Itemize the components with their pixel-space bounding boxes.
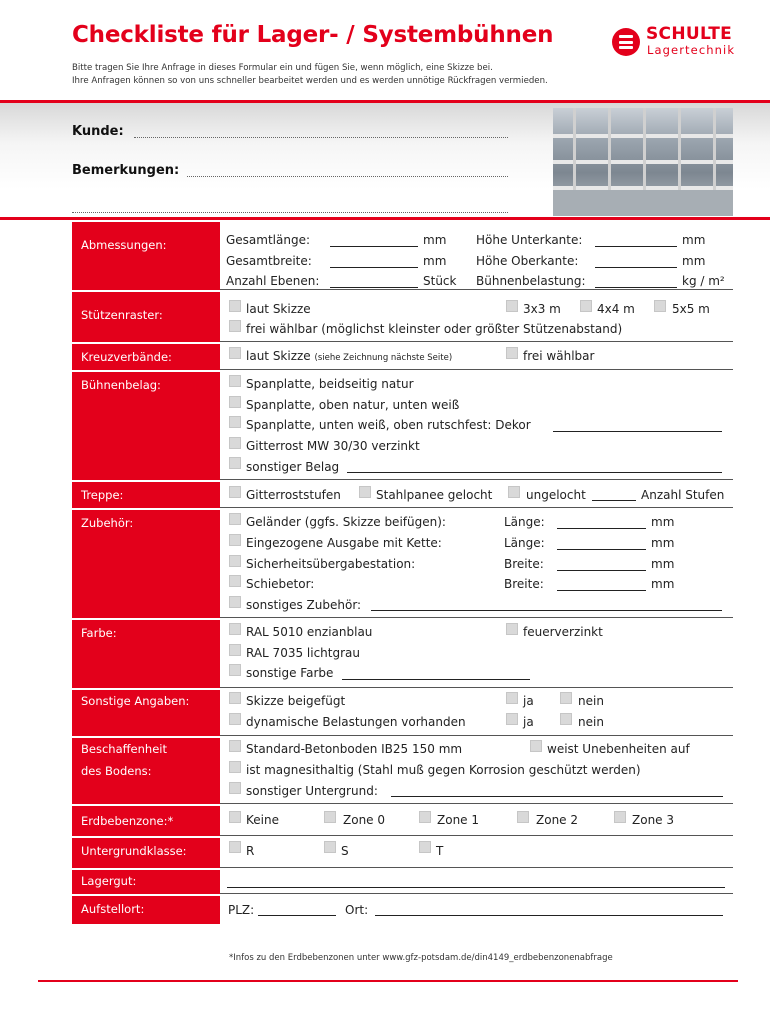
- checkbox[interactable]: [229, 664, 241, 676]
- checkbox[interactable]: [560, 713, 572, 725]
- plz-input[interactable]: [258, 915, 336, 916]
- unit-kgm2: kg / m²: [682, 274, 725, 288]
- checkbox[interactable]: [324, 841, 336, 853]
- checkbox[interactable]: [506, 623, 518, 635]
- zubehoer-label: Zubehör:: [72, 510, 220, 618]
- ort-input[interactable]: [375, 915, 723, 916]
- option-label: sonstige Farbe: [246, 666, 334, 680]
- option-label: ungelocht: [526, 488, 586, 502]
- option-label: Spanplatte, unten weiß, oben rutschfest: Dekor: [246, 418, 531, 432]
- stufen-input[interactable]: [592, 500, 636, 501]
- checkbox[interactable]: [229, 761, 241, 773]
- option-label: 5x5 m: [672, 302, 710, 316]
- option-label: RAL 7035 lichtgrau: [246, 646, 360, 660]
- gesamtbreite-input[interactable]: [330, 267, 418, 268]
- intro-text: Bitte tragen Sie Ihre Anfrage in dieses Formular ein und fügen Sie, wenn möglich, eine Skizze bei. Ihre Anfragen können so von uns schneller bearbeitet werden und es werden unnötige Rückfragen vermieden.: [72, 63, 548, 86]
- kunde-field[interactable]: [134, 137, 508, 138]
- checkbox[interactable]: [229, 347, 241, 359]
- sonstiger-belag-input[interactable]: [347, 472, 722, 473]
- option-label: Spanplatte, oben natur, unten weiß: [246, 398, 460, 412]
- checkbox[interactable]: [530, 740, 542, 752]
- gesamtbreite-label: Gesamtbreite:: [226, 254, 312, 268]
- plz-label: PLZ:: [228, 903, 255, 917]
- checkbox[interactable]: [229, 692, 241, 704]
- boden-label: Beschaffenheit des Bodens:: [72, 738, 220, 804]
- checkbox[interactable]: [229, 841, 241, 853]
- option-label: ja: [523, 694, 534, 708]
- checkbox[interactable]: [508, 486, 520, 498]
- laenge-label: Länge:: [504, 536, 545, 550]
- option-label: S: [341, 844, 349, 858]
- checkbox[interactable]: [506, 347, 518, 359]
- checkbox[interactable]: [229, 713, 241, 725]
- option-label: 4x4 m: [597, 302, 635, 316]
- schiebetor-breite-input[interactable]: [557, 590, 646, 591]
- unit-mm: mm: [651, 557, 675, 571]
- belag-label: Bühnenbelag:: [72, 372, 220, 480]
- footnote: *Infos zu den Erdbebenzonen unter www.gfz-potsdam.de/din4149_erdbebenzonenabfrage: [229, 953, 613, 963]
- sonstige-label: Sonstige Angaben:: [72, 690, 220, 736]
- hoehe-unten-label: Höhe Unterkante:: [476, 233, 583, 247]
- option-label: T: [436, 844, 444, 858]
- gelaender-laenge-input[interactable]: [557, 528, 646, 529]
- abmessungen-label: Abmessungen:: [72, 222, 220, 290]
- section-sonstige: [72, 690, 733, 736]
- section-abmessungen: [72, 222, 733, 290]
- checkbox[interactable]: [580, 300, 592, 312]
- option-label: Geländer (ggfs. Skizze beifügen):: [246, 515, 446, 529]
- checkbox[interactable]: [229, 437, 241, 449]
- checkbox[interactable]: [229, 300, 241, 312]
- option-label: ja: [523, 715, 534, 729]
- option-label: Eingezogene Ausgabe mit Kette:: [246, 536, 442, 550]
- ort-label: Ort:: [345, 903, 369, 917]
- checkbox[interactable]: [229, 375, 241, 387]
- checkbox[interactable]: [419, 841, 431, 853]
- farbe-label: Farbe:: [72, 620, 220, 688]
- option-label: Sicherheitsübergabestation:: [246, 557, 416, 571]
- option-label: Zone 1: [437, 813, 479, 827]
- option-label: ist magnesithaltig (Stahl muß gegen Korrosion geschützt werden): [246, 763, 641, 777]
- section-untergrundklasse: [72, 838, 733, 868]
- option-label: Gitterrost MW 30/30 verzinkt: [246, 439, 420, 453]
- station-breite-input[interactable]: [557, 570, 646, 571]
- checkbox[interactable]: [229, 486, 241, 498]
- option-label: nein: [578, 715, 604, 729]
- option-label: nein: [578, 694, 604, 708]
- option-label: Standard-Betonboden IB25 150 mm: [246, 742, 463, 756]
- option-label: RAL 5010 enzianblau: [246, 625, 373, 639]
- option-label: R: [246, 844, 255, 858]
- checkbox[interactable]: [229, 513, 241, 525]
- option-label: Skizze beigefügt: [246, 694, 346, 708]
- belastung-input[interactable]: [595, 287, 677, 288]
- section-farbe: [72, 620, 733, 688]
- checkbox[interactable]: [229, 457, 241, 469]
- option-label: laut Skizze: [246, 302, 311, 316]
- unit-mm: mm: [651, 536, 675, 550]
- unit-mm: mm: [423, 254, 447, 268]
- gesamtlaenge-label: Gesamtlänge:: [226, 233, 311, 247]
- logo-mark-icon: [612, 28, 640, 56]
- option-label: 3x3 m: [523, 302, 561, 316]
- checkbox[interactable]: [506, 713, 518, 725]
- erdbeben-label: Erdbebenzone:*: [72, 806, 220, 836]
- unit-mm: mm: [651, 515, 675, 529]
- unit-mm: mm: [682, 233, 706, 247]
- option-label: Anzahl Stufen: [641, 488, 725, 502]
- page-title: Checkliste für Lager- / Systembühnen: [72, 22, 554, 48]
- checkbox[interactable]: [614, 811, 626, 823]
- checkbox[interactable]: [419, 811, 431, 823]
- checkbox[interactable]: [654, 300, 666, 312]
- option-label: Gitterroststufen: [246, 488, 341, 502]
- ebenen-input[interactable]: [330, 287, 418, 288]
- checkbox[interactable]: [229, 623, 241, 635]
- option-label: weist Unebenheiten auf: [547, 742, 690, 756]
- option-label: Stahlpanee gelocht: [376, 488, 493, 502]
- checkbox[interactable]: [324, 811, 336, 823]
- option-label: frei wählbar: [523, 349, 595, 363]
- option-label: frei wählbar (möglichst kleinster oder größter Stützenabstand): [246, 322, 623, 336]
- ebenen-label: Anzahl Ebenen:: [226, 274, 320, 288]
- breite-label: Breite:: [504, 577, 544, 591]
- unit-mm: mm: [423, 233, 447, 247]
- option-label: Schiebetor:: [246, 577, 315, 591]
- bottom-divider: [38, 980, 738, 982]
- option-label: Keine: [246, 813, 279, 827]
- checkbox[interactable]: [229, 782, 241, 794]
- unit-mm: mm: [651, 577, 675, 591]
- untergrund-label: Untergrundklasse:: [72, 838, 220, 868]
- band-divider: [0, 217, 770, 220]
- treppe-label: Treppe:: [72, 482, 220, 508]
- checkbox[interactable]: [229, 320, 241, 332]
- untergrund-input[interactable]: [391, 796, 723, 797]
- checkbox[interactable]: [229, 740, 241, 752]
- laenge-label: Länge:: [504, 515, 545, 529]
- kunde-label: Kunde:: [72, 124, 124, 139]
- hoehe-oben-input[interactable]: [595, 267, 677, 268]
- hoehe-unten-input[interactable]: [595, 246, 677, 247]
- checkbox[interactable]: [229, 416, 241, 428]
- sonstiges-zubehoer-input[interactable]: [371, 610, 722, 611]
- bemerkungen-label: Bemerkungen:: [72, 163, 180, 178]
- option-label: Zone 0: [343, 813, 385, 827]
- option-label: sonstiges Zubehör:: [246, 598, 362, 612]
- checkbox[interactable]: [506, 300, 518, 312]
- gesamtlaenge-input[interactable]: [330, 246, 418, 247]
- checkbox[interactable]: [560, 692, 572, 704]
- checkbox[interactable]: [229, 596, 241, 608]
- checkbox[interactable]: [229, 575, 241, 587]
- checkbox[interactable]: [359, 486, 371, 498]
- schulte-logo: SCHULTE Lagertechnik: [612, 24, 736, 58]
- hoehe-oben-label: Höhe Oberkante:: [476, 254, 579, 268]
- lagergut-input[interactable]: [227, 887, 725, 888]
- sonstige-farbe-input[interactable]: [342, 679, 530, 680]
- option-label: dynamische Belastungen vorhanden: [246, 715, 466, 729]
- section-lagergut: [72, 870, 733, 894]
- checkbox[interactable]: [229, 811, 241, 823]
- checkbox[interactable]: [229, 534, 241, 546]
- option-label: Zone 2: [536, 813, 578, 827]
- checkbox[interactable]: [229, 644, 241, 656]
- option-label: sonstiger Untergrund:: [246, 784, 378, 798]
- option-label: laut Skizze (siehe Zeichnung nächste Seite): [246, 349, 453, 363]
- checkbox[interactable]: [229, 555, 241, 567]
- ausgabe-laenge-input[interactable]: [557, 549, 646, 550]
- option-label: sonstiger Belag: [246, 460, 340, 474]
- option-label: feuerverzinkt: [523, 625, 603, 639]
- option-label: Spanplatte, beidseitig natur: [246, 377, 414, 391]
- option-label: Zone 3: [632, 813, 674, 827]
- section-aufstellort: [72, 896, 733, 924]
- checkbox[interactable]: [229, 396, 241, 408]
- warehouse-photo: [553, 108, 733, 216]
- lagergut-label: Lagergut:: [72, 870, 220, 894]
- stuetzenraster-label: Stützenraster:: [72, 292, 220, 342]
- unit-stueck: Stück: [423, 274, 457, 288]
- breite-label: Breite:: [504, 557, 544, 571]
- unit-mm: mm: [682, 254, 706, 268]
- bemerkungen-field-line2[interactable]: [72, 212, 508, 213]
- bemerkungen-field[interactable]: [187, 176, 508, 177]
- dekor-input[interactable]: [553, 431, 722, 432]
- checkbox[interactable]: [506, 692, 518, 704]
- checkbox[interactable]: [517, 811, 529, 823]
- kreuz-label: Kreuzverbände:: [72, 344, 220, 370]
- aufstellort-label: Aufstellort:: [72, 896, 220, 924]
- belastung-label: Bühnenbelastung:: [476, 274, 586, 288]
